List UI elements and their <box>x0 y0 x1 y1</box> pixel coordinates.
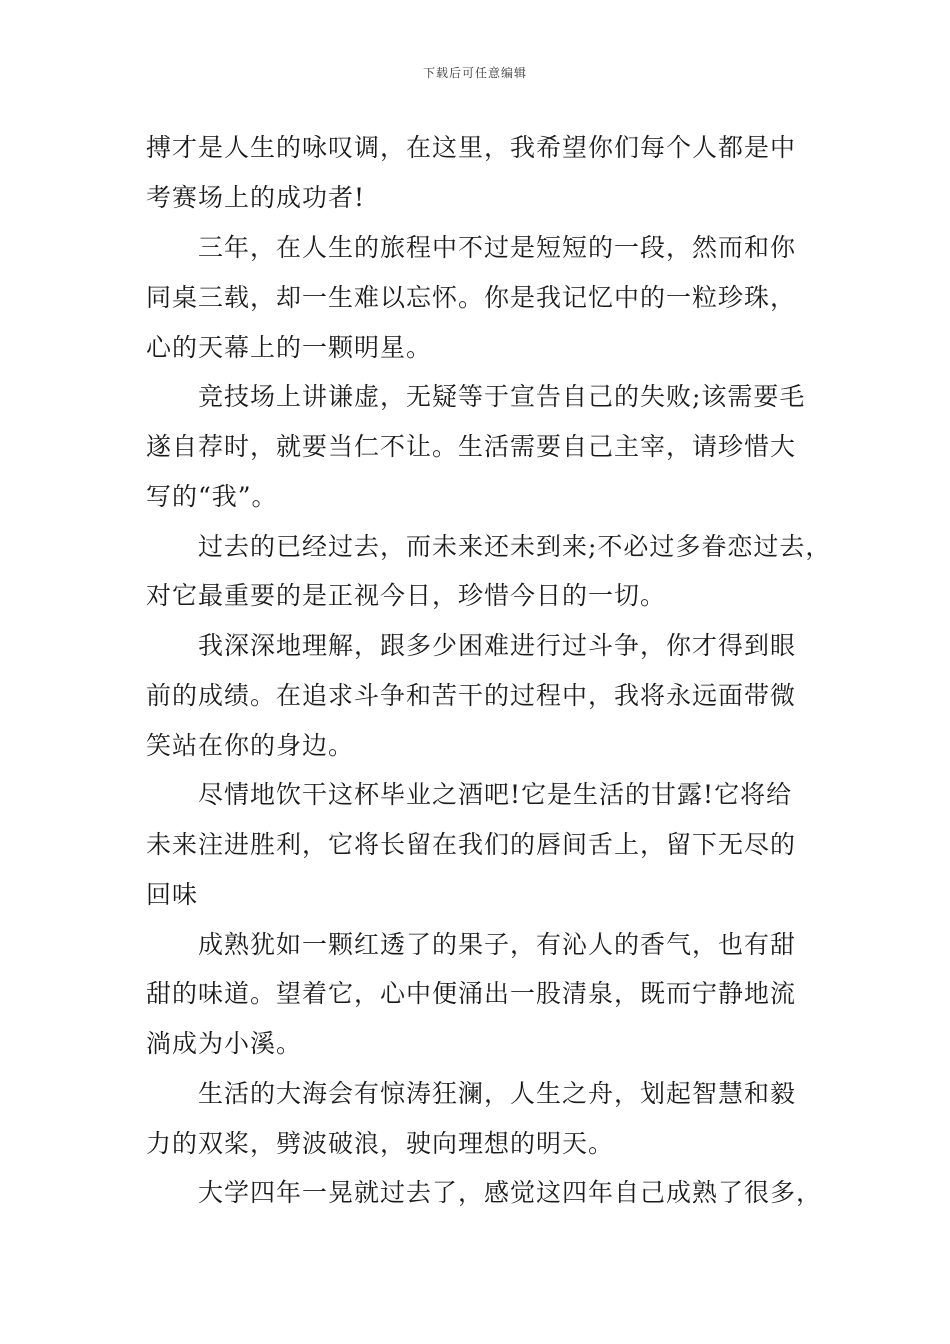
text-line: 竞技场上讲谦虚，无疑等于宣告自己的失败;该需要毛 <box>198 382 806 411</box>
text-line: 笑站在你的身边。 <box>146 731 355 760</box>
text-line: 考赛场上的成功者! <box>146 183 366 212</box>
text-line: 搏才是人生的咏叹调，在这里，我希望你们每个人都是中 <box>146 133 797 162</box>
text-line: 写的“我”。 <box>146 482 278 511</box>
text-line: 遂自荐时，就要当仁不让。生活需要自己主宰，请珍惜大 <box>146 432 797 461</box>
text-line: 尽情地饮干这杯毕业之酒吧!它是生活的甘露!它将给 <box>198 780 793 809</box>
text-line: 甜的味道。望着它，心中便涌出一股清泉，既而宁静地流 <box>146 979 797 1008</box>
text-line: 我深深地理解，跟多少困难进行过斗争，你才得到眼 <box>198 631 797 660</box>
text-line: 三年，在人生的旅程中不过是短短的一段，然而和你 <box>198 233 797 262</box>
text-line: 生活的大海会有惊涛狂澜，人生之舟，划起智慧和毅 <box>198 1079 797 1108</box>
text-line: 成熟犹如一颗红透了的果子，有沁人的香气，也有甜 <box>198 930 797 959</box>
text-line: 回味 <box>146 880 199 909</box>
text-line: 对它最重要的是正视今日，珍惜今日的一切。 <box>146 581 667 610</box>
text-line: 淌成为小溪。 <box>146 1029 303 1058</box>
text-line: 前的成绩。在追求斗争和苦干的过程中，我将永远面带微 <box>146 681 797 710</box>
text-line: 过去的已经过去，而未来还未到来;不必过多眷恋过去， <box>198 532 832 561</box>
text-line: 力的双桨，劈波破浪，驶向理想的明天。 <box>146 1129 615 1158</box>
page-header: 下载后可任意编辑 <box>422 66 527 80</box>
text-line: 未来注进胜利，它将长留在我们的唇间舌上，留下无尽的 <box>146 830 797 859</box>
text-line: 同桌三载，却一生难以忘怀。你是我记忆中的一粒珍珠， <box>146 283 797 312</box>
text-line: 大学四年一晃就过去了，感觉这四年自己成熟了很多， <box>198 1178 823 1207</box>
text-line: 心的天幕上的一颗明星。 <box>146 333 433 362</box>
